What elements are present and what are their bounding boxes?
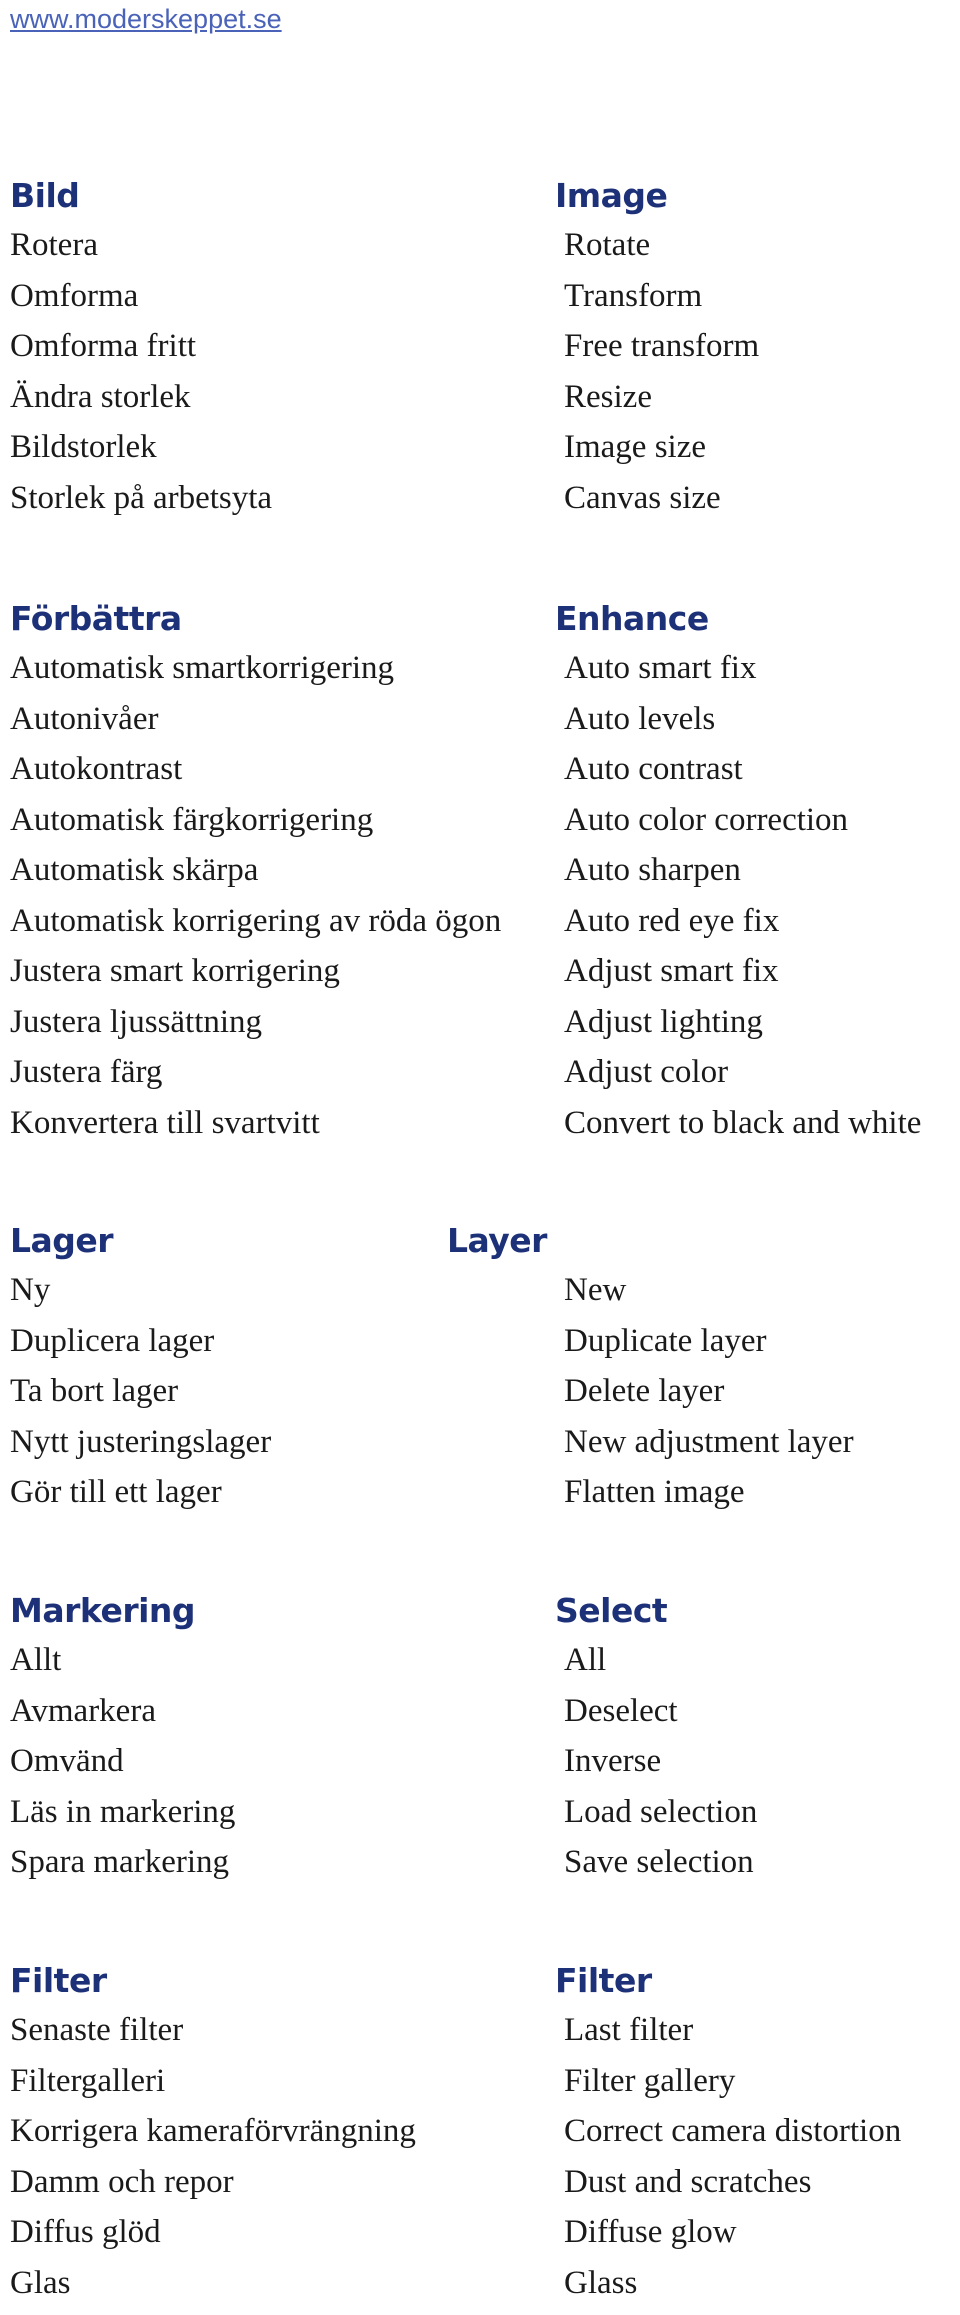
- heading-en: Enhance: [555, 599, 709, 638]
- heading-sv: Markering: [10, 1591, 195, 1630]
- term-list: [0, 227, 960, 530]
- term-sv: Nytt justeringslager: [10, 1424, 271, 1460]
- heading-en: Image: [555, 176, 667, 215]
- term-en: Save selection: [564, 1844, 754, 1880]
- term-row: [0, 328, 960, 379]
- term-sv: Rotera: [10, 227, 98, 263]
- term-row: [0, 2113, 960, 2164]
- term-row: [0, 1004, 960, 1055]
- term-sv: Justera färg: [10, 1054, 162, 1090]
- term-row: [0, 1272, 960, 1323]
- term-row: [0, 751, 960, 802]
- term-en: New: [564, 1272, 626, 1308]
- term-sv: Duplicera lager: [10, 1323, 214, 1359]
- term-row: [0, 278, 960, 329]
- term-row: [0, 1474, 960, 1525]
- term-row: [0, 227, 960, 278]
- term-en: Resize: [564, 379, 652, 415]
- term-en: Correct camera distortion: [564, 2113, 901, 2149]
- term-en: Adjust color: [564, 1054, 728, 1090]
- term-en: Load selection: [564, 1794, 757, 1830]
- term-row: [0, 480, 960, 531]
- term-row: [0, 2012, 960, 2063]
- term-row: [0, 1743, 960, 1794]
- term-en: Rotate: [564, 227, 650, 263]
- term-sv: Läs in markering: [10, 1794, 235, 1830]
- term-en: Adjust lighting: [564, 1004, 763, 1040]
- term-row: [0, 1693, 960, 1744]
- term-en: Dust and scratches: [564, 2164, 811, 2200]
- term-row: [0, 953, 960, 1004]
- term-sv: Gör till ett lager: [10, 1474, 222, 1510]
- term-row: [0, 2164, 960, 2215]
- term-sv: Korrigera kameraförvrängning: [10, 2113, 416, 2149]
- site-link[interactable]: www.moderskeppet.se: [10, 4, 282, 35]
- term-sv: Storlek på arbetsyta: [10, 480, 272, 516]
- term-en: Image size: [564, 429, 706, 465]
- term-en: Deselect: [564, 1693, 678, 1729]
- term-row: [0, 903, 960, 954]
- term-list: [0, 650, 960, 1155]
- term-sv: Ta bort lager: [10, 1373, 178, 1409]
- heading-en: Filter: [555, 1961, 652, 2000]
- heading-en: Layer: [447, 1221, 547, 1260]
- term-sv: Omvänd: [10, 1743, 124, 1779]
- term-en: Flatten image: [564, 1474, 745, 1510]
- heading-sv: Bild: [10, 176, 79, 215]
- term-row: [0, 2265, 960, 2315]
- term-en: Transform: [564, 278, 702, 314]
- term-row: [0, 1424, 960, 1475]
- term-row: [0, 2063, 960, 2114]
- term-sv: Spara markering: [10, 1844, 229, 1880]
- term-sv: Glas: [10, 2265, 71, 2301]
- term-row: [0, 1794, 960, 1845]
- term-en: Auto levels: [564, 701, 715, 737]
- term-en: Adjust smart fix: [564, 953, 778, 989]
- term-sv: Autonivåer: [10, 701, 158, 737]
- term-sv: Ändra storlek: [10, 379, 191, 415]
- term-en: Canvas size: [564, 480, 721, 516]
- term-list: [0, 2012, 960, 2315]
- term-row: [0, 1642, 960, 1693]
- term-list: [0, 1272, 960, 1525]
- term-en: Auto red eye fix: [564, 903, 779, 939]
- term-row: [0, 1105, 960, 1156]
- term-row: [0, 701, 960, 752]
- term-sv: Omforma fritt: [10, 328, 196, 364]
- term-row: [0, 852, 960, 903]
- term-sv: Damm och repor: [10, 2164, 234, 2200]
- term-sv: Diffus glöd: [10, 2214, 161, 2250]
- term-sv: Konvertera till svartvitt: [10, 1105, 320, 1141]
- term-en: Duplicate layer: [564, 1323, 766, 1359]
- term-en: Auto color correction: [564, 802, 848, 838]
- term-sv: Justera ljussättning: [10, 1004, 262, 1040]
- term-sv: Justera smart korrigering: [10, 953, 340, 989]
- term-sv: Bildstorlek: [10, 429, 157, 465]
- term-en: All: [564, 1642, 606, 1678]
- term-sv: Automatisk färgkorrigering: [10, 802, 373, 838]
- term-sv: Filtergalleri: [10, 2063, 165, 2099]
- term-sv: Senaste filter: [10, 2012, 183, 2048]
- term-en: Auto sharpen: [564, 852, 741, 888]
- term-row: [0, 1323, 960, 1374]
- term-row: [0, 2214, 960, 2265]
- term-row: [0, 1373, 960, 1424]
- term-sv: Ny: [10, 1272, 50, 1308]
- term-en: Filter gallery: [564, 2063, 735, 2099]
- term-en: Inverse: [564, 1743, 661, 1779]
- term-en: Convert to black and white: [564, 1105, 921, 1141]
- heading-sv: Förbättra: [10, 599, 182, 638]
- term-en: Last filter: [564, 2012, 693, 2048]
- term-en: New adjustment layer: [564, 1424, 854, 1460]
- term-en: Diffuse glow: [564, 2214, 737, 2250]
- term-sv: Allt: [10, 1642, 61, 1678]
- term-row: [0, 650, 960, 701]
- term-row: [0, 1054, 960, 1105]
- term-en: Delete layer: [564, 1373, 724, 1409]
- term-sv: Avmarkera: [10, 1693, 156, 1729]
- term-row: [0, 1844, 960, 1895]
- term-en: Glass: [564, 2265, 637, 2301]
- heading-sv: Lager: [10, 1221, 113, 1260]
- term-en: Auto smart fix: [564, 650, 756, 686]
- term-sv: Automatisk korrigering av röda ögon: [10, 903, 501, 939]
- term-row: [0, 429, 960, 480]
- term-list: [0, 1642, 960, 1895]
- heading-en: Select: [555, 1591, 667, 1630]
- term-sv: Autokontrast: [10, 751, 182, 787]
- term-sv: Automatisk smartkorrigering: [10, 650, 394, 686]
- term-row: [0, 802, 960, 853]
- term-sv: Omforma: [10, 278, 138, 314]
- term-en: Free transform: [564, 328, 759, 364]
- term-row: [0, 379, 960, 430]
- term-en: Auto contrast: [564, 751, 743, 787]
- term-sv: Automatisk skärpa: [10, 852, 258, 888]
- heading-sv: Filter: [10, 1961, 107, 2000]
